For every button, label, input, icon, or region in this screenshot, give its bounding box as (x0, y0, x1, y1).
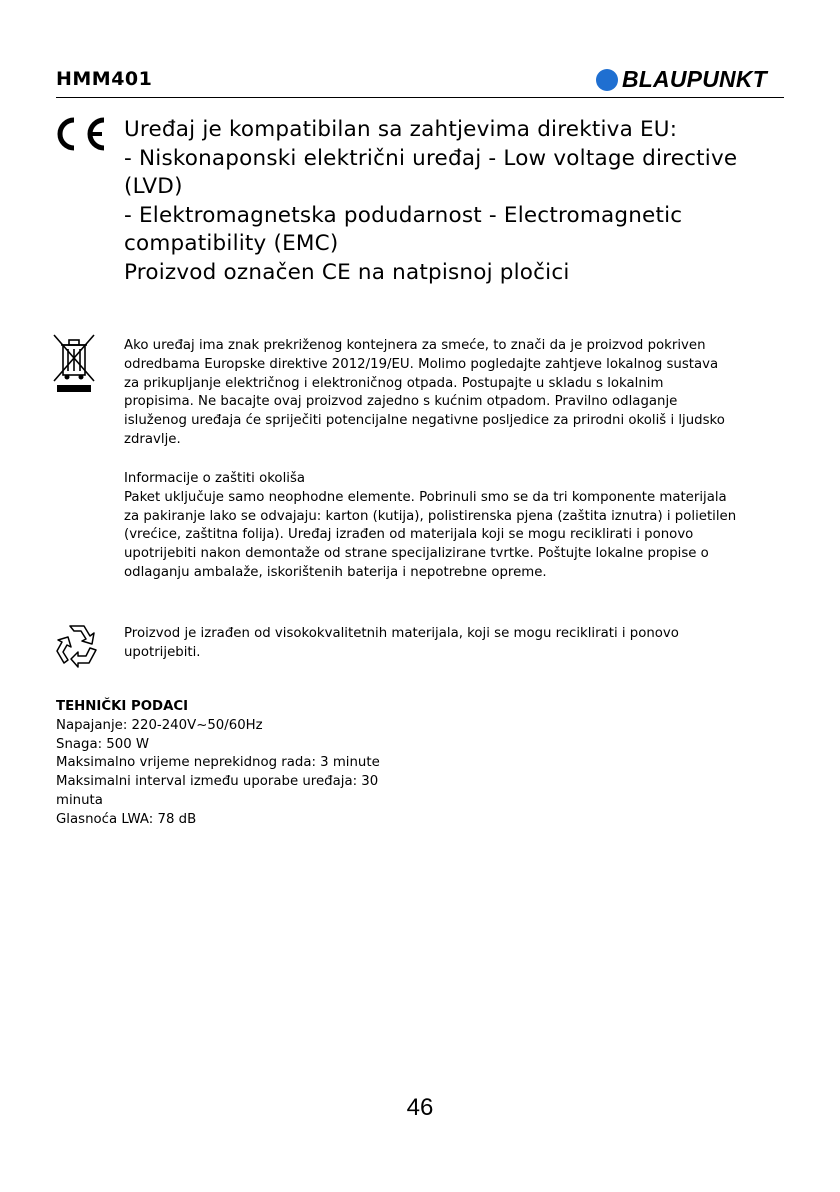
technical-data-title: TEHNIČKI PODACI (56, 699, 189, 714)
environment-line: Informacije o zaštiti okoliša (124, 471, 306, 486)
tech-spec-line: Snaga: 500 W (56, 736, 150, 752)
brand-name: BLAUPUNKT (622, 66, 767, 92)
tech-spec-line: Napajanje: 220-240V~50/60Hz (56, 717, 263, 733)
ce-line: (LVD) (124, 174, 183, 199)
tech-spec-line: Maksimalno vrijeme neprekidnog rada: 3 minute (56, 755, 380, 771)
weee-paragraph (124, 337, 784, 450)
environment-paragraph (124, 470, 784, 583)
weee-line: odredbama Europske direktive 2012/19/EU. Molimo pogledajte zahtjeve lokalnog sustava (124, 356, 719, 372)
tech-spec-line: Glasnoća LWA: 78 dB (56, 811, 197, 827)
recycle-paragraph (124, 625, 784, 663)
ce-compliance-text (124, 116, 804, 287)
tech-spec-line: minuta (56, 792, 103, 808)
environment-line: za pakiranje lako se odvajaju: karton (kutija), polistirenska pjena (zaštita iznutra) i polietilen (124, 508, 737, 524)
weee-line: za prikupljanje električnog i elektroničnog otpada. Postupajte u skladu s lokalnim (124, 375, 664, 391)
ce-mark-icon (52, 116, 110, 152)
technical-data (56, 698, 416, 830)
ce-line: Uređaj je kompatibilan sa zahtjevima direktiva EU: (124, 117, 678, 142)
ce-line: - Elektromagnetska podudarnost - Electromagnetic (124, 202, 683, 228)
weee-line: Ako uređaj ima znak prekriženog kontejnera za smeće, to znači da je proizvod pokriven (124, 338, 706, 353)
model-name: HMM401 (56, 68, 153, 90)
environment-line: Paket uključuje samo neophodne elemente. Pobrinuli smo se da tri komponente materijala (124, 489, 727, 505)
weee-line: zdravlje. (124, 431, 181, 447)
ce-line: compatibility (EMC) (124, 231, 339, 256)
ce-line: Proizvod označen CE na natpisnoj pločici (124, 259, 570, 285)
recycle-line: upotrijebiti. (124, 644, 201, 660)
environment-line: upotrijebiti nakon demontaže od strane specijalizirane tvrtke. Poštujte lokalne propise o (124, 546, 709, 562)
weee-line: isluženog uređaja će spriječiti potencijalne negativne posljedice za prirodni okoliš i ljudsko (124, 413, 725, 429)
environment-line: odlaganju ambalaže, iskorištenih baterija i nepotrebne opreme. (124, 564, 547, 580)
ce-line: - Niskonaponski električni uređaj - Low voltage directive (124, 145, 738, 171)
environment-line: (vrećice, zaštitna folija). Uređaj izrađen od materijala koji se mogu reciklirati i ponovo (124, 527, 694, 543)
header-divider (56, 97, 784, 98)
crossed-bin-icon (50, 331, 98, 393)
brand-dot-icon (596, 69, 618, 91)
brand-logo (596, 66, 767, 93)
recycle-line: Proizvod je izrađen od visokokvalitetnih materijala, koji se mogu reciklirati i ponovo (124, 626, 679, 641)
tech-spec-line: Maksimalni interval između uporabe uređaja: 30 (56, 774, 379, 790)
recycle-icon (52, 620, 102, 670)
weee-line: propisima. Ne bacajte ovaj proizvod zajedno s kućnim otpadom. Pravilno odlaganje (124, 394, 678, 410)
page-number: 46 (406, 1094, 434, 1121)
